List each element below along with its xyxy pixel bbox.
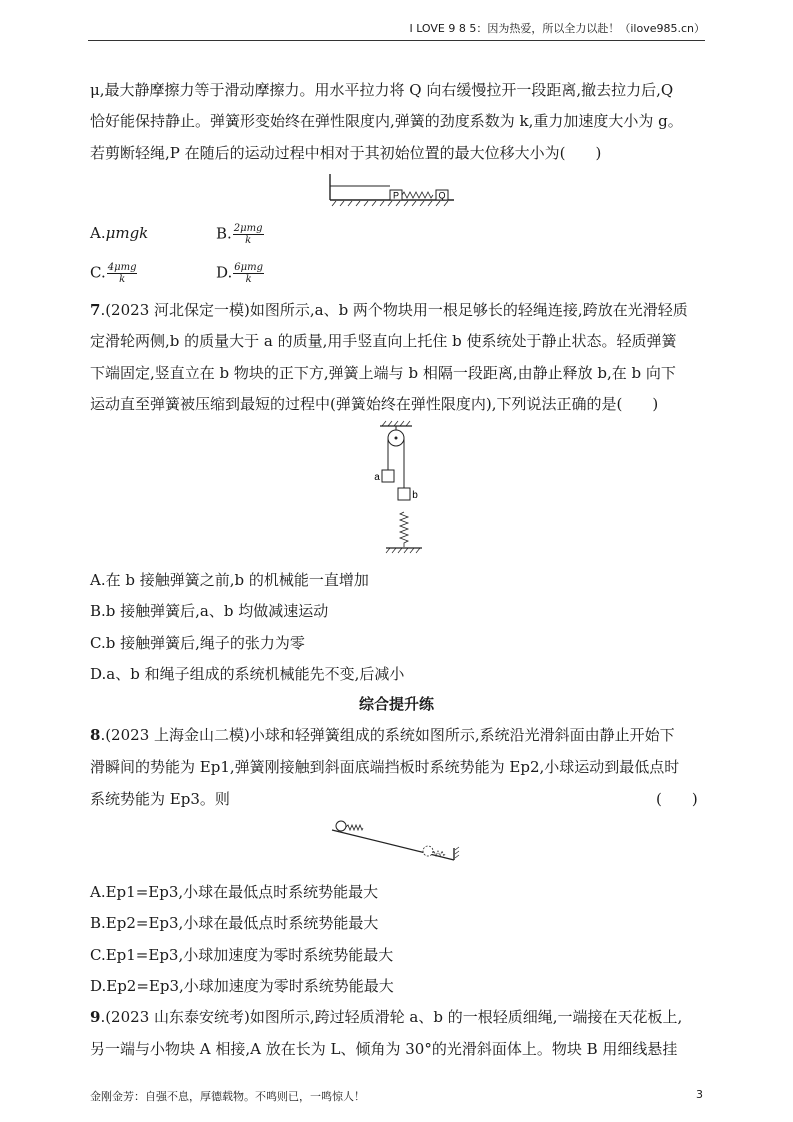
q8-answer-paren: ( ): [656, 790, 698, 808]
q8-option-a[interactable]: A.Ep1=Ep3,小球在最低点时系统势能最大: [90, 883, 379, 901]
q8-line-3: 系统势能为 Ep3。则: [90, 790, 230, 808]
section-title: 综合提升练: [358, 695, 434, 713]
q6-label-p: P: [392, 190, 400, 201]
q6-option-c[interactable]: [90, 262, 137, 285]
q7-option-c[interactable]: C.b 接触弹簧后,绳子的张力为零: [90, 634, 305, 652]
q8-number: 8: [90, 726, 101, 744]
q8-line-2: 滑瞬间的势能为 Ep1,弹簧刚接触到斜面底端挡板时系统势能为 Ep2,小球运动到最低点时: [90, 758, 680, 776]
q6-figure-spring-blocks: [326, 172, 460, 208]
q8-option-c[interactable]: C.Ep1=Ep3,小球加速度为零时系统势能最大: [90, 946, 394, 964]
header-text: I LOVE 9 8 5：因为热爱，所以全力以赴！（ilove985.cn）: [409, 22, 705, 35]
q6-option-d-numerator: 6μmg: [234, 262, 264, 273]
q6-option-a-label: A.: [90, 224, 106, 242]
q7-option-b[interactable]: B.b 接触弹簧后,a、b 均做减速运动: [90, 602, 329, 620]
page-number: 3: [696, 1088, 703, 1101]
q6-option-a[interactable]: [90, 223, 148, 243]
page-header: [88, 20, 705, 41]
q7-label-a: a: [374, 472, 380, 483]
q8-option-b[interactable]: B.Ep2=Ep3,小球在最低点时系统势能最大: [90, 914, 379, 932]
q7-line-2: 定滑轮两侧,b 的质量大于 a 的质量,用手竖直向上托住 b 使系统处于静止状态。轻质弹簧: [90, 332, 677, 350]
q6-option-d-label: D.: [216, 263, 233, 282]
q6-option-c-label: C.: [90, 263, 106, 282]
q7-line-3: 下端固定,竖直立在 b 物块的正下方,弹簧上端与 b 相隔一段距离,由静止释放 b,在 b 向下: [90, 364, 676, 382]
q9-line-1-text: .(2023 山东泰安统考)如图所示,跨过轻质滑轮 a、b 的一根轻质细绳,一端接在天花板上,: [100, 1008, 683, 1026]
q6-option-b-fraction: [233, 223, 264, 246]
q6-option-d[interactable]: [216, 262, 264, 285]
q6-option-b-label: B.: [216, 224, 232, 243]
q6-label-q: Q: [438, 190, 446, 201]
q6-option-b[interactable]: [216, 223, 264, 246]
q6-line-1: μ,最大静摩擦力等于滑动摩擦力。用水平拉力将 Q 向右缓慢拉开一段距离,撤去拉力后,Q: [90, 81, 674, 99]
q7-option-a[interactable]: A.在 b 接触弹簧之前,b 的机械能一直增加: [90, 571, 369, 589]
page-footer: [90, 1088, 703, 1104]
q7-number: 7: [90, 301, 101, 319]
q8-figure-incline-spring-ball: [328, 818, 464, 868]
q7-line-4: 运动直至弹簧被压缩到最短的过程中(弹簧始终在弹性限度内),下列说法正确的是( ): [90, 395, 659, 413]
footer-motto: 金刚金芳：自强不息，厚德载物。不鸣则已，一鸣惊人！: [90, 1090, 365, 1103]
q6-option-c-numerator: 4μmg: [107, 262, 137, 273]
q6-option-d-denominator: k: [245, 274, 252, 285]
q7-label-b: b: [412, 490, 418, 501]
q8-line-1-text: .(2023 上海金山二模)小球和轻弹簧组成的系统如图所示,系统沿光滑斜面由静止开始下: [100, 726, 675, 744]
q6-option-c-denominator: k: [119, 274, 126, 285]
q6-option-b-denominator: k: [245, 235, 252, 246]
q6-option-b-numerator: 2μmg: [233, 223, 263, 234]
q9-number: 9: [90, 1008, 101, 1026]
q8-line-1: [90, 725, 706, 745]
q6-line-2: 恰好能保持静止。弹簧形变始终在弹性限度内,弹簧的劲度系数为 k,重力加速度大小为 g。: [90, 112, 683, 130]
q9-line-1: [90, 1007, 706, 1027]
q9-line-2: 另一端与小物块 A 相接,A 放在长为 L、倾角为 30°的光滑斜面体上。物块 B 用细线悬挂: [90, 1040, 678, 1058]
q7-option-d[interactable]: D.a、b 和绳子组成的系统机械能先不变,后减小: [90, 665, 405, 683]
q6-line-3: 若剪断轻绳,P 在随后的运动过程中相对于其初始位置的最大位移大小为( ): [90, 144, 602, 162]
q8-option-d[interactable]: D.Ep2=Ep3,小球加速度为零时系统势能最大: [90, 977, 394, 995]
q7-figure-pulley-spring: [368, 424, 428, 556]
q7-line-1: [90, 300, 706, 320]
q6-option-a-text: μmgk: [105, 224, 149, 242]
q7-line-1-text: .(2023 河北保定一模)如图所示,a、b 两个物块用一根足够长的轻绳连接,跨放在光滑轻质: [100, 301, 688, 319]
q6-option-c-fraction: [107, 262, 138, 285]
q6-option-d-fraction: [233, 262, 264, 285]
